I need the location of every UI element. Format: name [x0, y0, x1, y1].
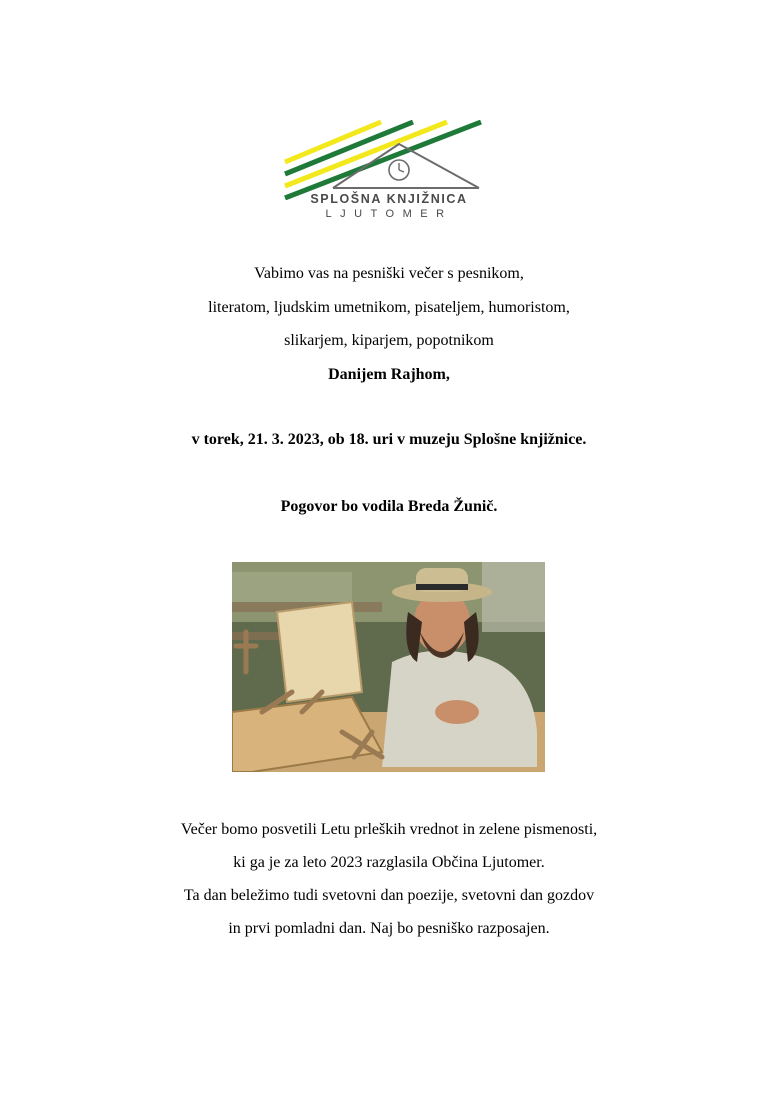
event-moderator: Pogovor bo vodila Breda Žunič.: [280, 498, 498, 515]
guest-photo-illustration: [232, 562, 545, 772]
event-date-place: v torek, 21. 3. 2023, ob 18. uri v muzeju Splošne knjižnice.: [191, 431, 587, 448]
outro-line-1: Večer bomo posvetili Letu prleških vrednot in zelene pismenosti,: [180, 821, 598, 838]
intro-line-3: slikarjem, kiparjem, popotnikom: [284, 332, 494, 349]
intro-line-1: Vabimo vas na pesniški večer s pesnikom,: [254, 265, 524, 282]
logo-city-name: LJUTOMER: [325, 208, 453, 220]
clock-icon: [389, 160, 409, 180]
outro-line-3: Ta dan beležimo tudi svetovni dan poezije, svetovni dan gozdov: [183, 887, 595, 904]
library-logo: [283, 120, 495, 220]
intro-line-2: literatom, ljudskim umetnikom, pisateljem, humoristom,: [208, 299, 570, 316]
guest-photo: [232, 562, 545, 772]
logo-library-name: SPLOŠNA KNJIŽNICA: [310, 192, 468, 206]
outro-line-4: in prvi pomladni dan. Naj bo pesniško razposajen.: [228, 920, 550, 937]
guest-name: Danijem Rajhom,: [328, 366, 450, 383]
logo-graphic: [283, 120, 495, 200]
outro-line-2: ki ga je za leto 2023 razglasila Občina Ljutomer.: [233, 854, 545, 871]
